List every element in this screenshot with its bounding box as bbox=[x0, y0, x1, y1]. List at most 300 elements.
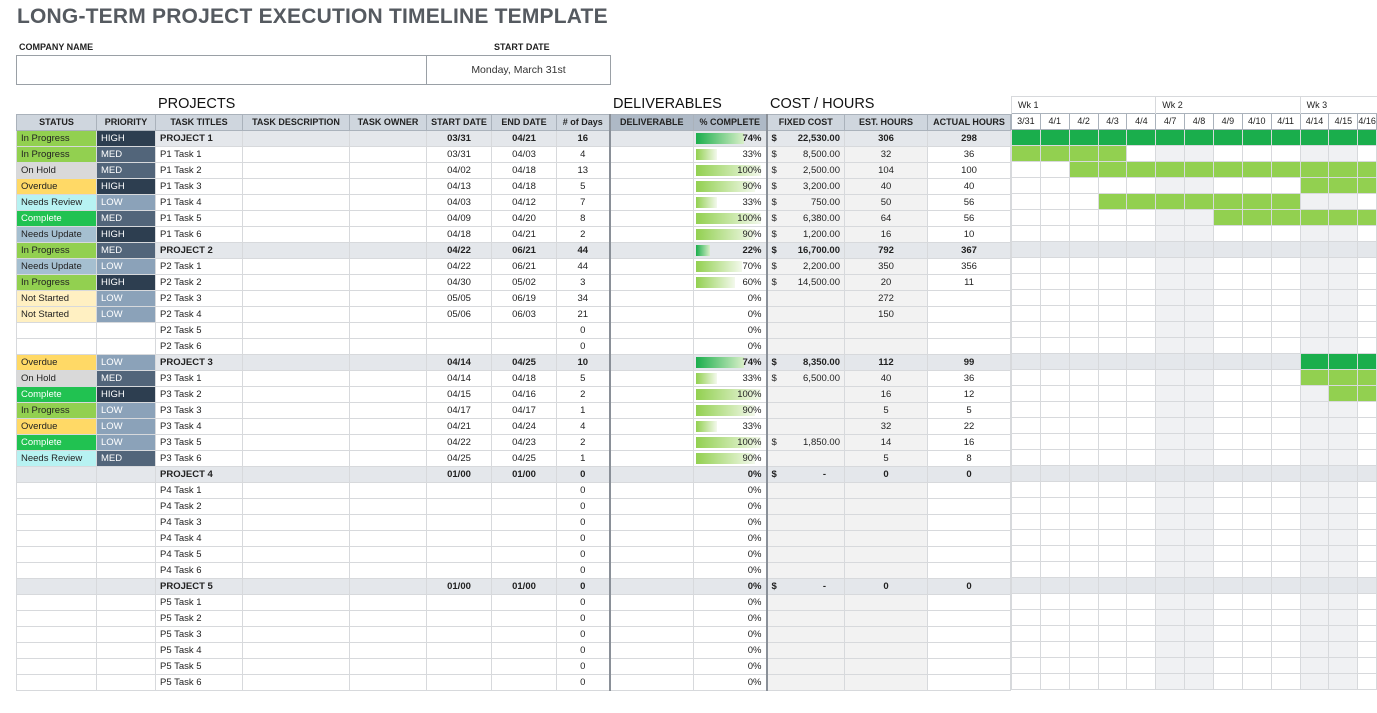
pct-complete-cell[interactable] bbox=[694, 323, 767, 339]
est-hours-cell[interactable]: 16 bbox=[845, 227, 928, 243]
pct-complete-cell[interactable] bbox=[694, 243, 767, 259]
fixed-cost-cell[interactable] bbox=[767, 611, 845, 627]
status-cell[interactable] bbox=[17, 643, 97, 659]
deliverable-cell[interactable] bbox=[610, 515, 694, 531]
est-hours-cell[interactable]: 112 bbox=[845, 355, 928, 371]
fixed-cost-cell[interactable] bbox=[767, 227, 845, 243]
est-hours-cell[interactable]: 14 bbox=[845, 435, 928, 451]
pct-complete-cell[interactable] bbox=[694, 195, 767, 211]
pct-complete-cell[interactable] bbox=[694, 291, 767, 307]
end-date-cell[interactable]: 01/00 bbox=[492, 579, 557, 595]
start-date-cell[interactable] bbox=[427, 323, 492, 339]
est-hours-cell[interactable] bbox=[845, 531, 928, 547]
task-owner-cell[interactable] bbox=[350, 531, 427, 547]
start-date-cell[interactable] bbox=[427, 339, 492, 355]
fixed-cost-cell[interactable] bbox=[767, 659, 845, 675]
task-title-cell[interactable]: P5 Task 4 bbox=[156, 643, 243, 659]
est-hours-cell[interactable] bbox=[845, 499, 928, 515]
est-hours-cell[interactable] bbox=[845, 627, 928, 643]
est-hours-cell[interactable] bbox=[845, 563, 928, 579]
start-date-cell[interactable] bbox=[427, 531, 492, 547]
status-cell[interactable] bbox=[17, 339, 97, 355]
deliverable-cell[interactable] bbox=[610, 499, 694, 515]
status-cell[interactable] bbox=[17, 659, 97, 675]
task-description-cell[interactable] bbox=[243, 643, 350, 659]
deliverable-cell[interactable] bbox=[610, 531, 694, 547]
est-hours-cell[interactable]: 0 bbox=[845, 467, 928, 483]
deliverable-cell[interactable] bbox=[610, 371, 694, 387]
fixed-cost-cell[interactable] bbox=[767, 563, 845, 579]
task-owner-cell[interactable] bbox=[350, 355, 427, 371]
priority-cell[interactable]: MED bbox=[97, 147, 156, 163]
end-date-cell[interactable]: 04/18 bbox=[492, 163, 557, 179]
actual-hours-cell[interactable] bbox=[928, 563, 1011, 579]
deliverable-header[interactable]: DELIVERABLE bbox=[610, 115, 694, 131]
priority-cell[interactable] bbox=[97, 483, 156, 499]
start-date-cell[interactable] bbox=[427, 483, 492, 499]
status-cell[interactable] bbox=[17, 467, 97, 483]
actual-hours-cell[interactable]: 298 bbox=[928, 131, 1011, 147]
fixed-cost-cell[interactable] bbox=[767, 675, 845, 691]
priority-cell[interactable] bbox=[97, 547, 156, 563]
end-date-cell[interactable]: 04/16 bbox=[492, 387, 557, 403]
task-title-cell[interactable]: P3 Task 6 bbox=[156, 451, 243, 467]
start-date-cell[interactable] bbox=[427, 659, 492, 675]
end-date-cell[interactable] bbox=[492, 323, 557, 339]
task-title-cell[interactable]: P1 Task 5 bbox=[156, 211, 243, 227]
deliverable-cell[interactable] bbox=[610, 227, 694, 243]
pct-complete-cell[interactable] bbox=[694, 547, 767, 563]
fixed-cost-cell[interactable] bbox=[767, 435, 845, 451]
task-title-cell[interactable]: P2 Task 3 bbox=[156, 291, 243, 307]
fixed-cost-cell[interactable] bbox=[767, 307, 845, 323]
start-date-cell[interactable]: 04/25 bbox=[427, 451, 492, 467]
task-title-cell[interactable]: P4 Task 5 bbox=[156, 547, 243, 563]
priority-cell[interactable] bbox=[97, 643, 156, 659]
deliverable-cell[interactable] bbox=[610, 483, 694, 499]
deliverable-cell[interactable] bbox=[610, 643, 694, 659]
end-date-cell[interactable]: 06/21 bbox=[492, 243, 557, 259]
est-hours-cell[interactable] bbox=[845, 659, 928, 675]
status-cell[interactable]: Overdue bbox=[17, 355, 97, 371]
pct-complete-cell[interactable] bbox=[694, 147, 767, 163]
priority-cell[interactable]: LOW bbox=[97, 419, 156, 435]
task-description-cell[interactable] bbox=[243, 563, 350, 579]
task-title-cell[interactable]: P2 Task 2 bbox=[156, 275, 243, 291]
priority-cell[interactable]: LOW bbox=[97, 355, 156, 371]
actual-hours-cell[interactable]: 0 bbox=[928, 579, 1011, 595]
deliverable-cell[interactable] bbox=[610, 259, 694, 275]
priority-cell[interactable] bbox=[97, 563, 156, 579]
fixed-cost-cell[interactable] bbox=[767, 275, 845, 291]
end-date-cell[interactable]: 06/03 bbox=[492, 307, 557, 323]
priority-cell[interactable]: MED bbox=[97, 211, 156, 227]
end-date-cell[interactable]: 06/19 bbox=[492, 291, 557, 307]
actual-hours-cell[interactable] bbox=[928, 675, 1011, 691]
actual-hours-cell[interactable] bbox=[928, 307, 1011, 323]
task-description-cell[interactable] bbox=[243, 467, 350, 483]
task-description-cell[interactable] bbox=[243, 275, 350, 291]
deliverable-cell[interactable] bbox=[610, 403, 694, 419]
actual-hours-cell[interactable]: 12 bbox=[928, 387, 1011, 403]
fixed-cost-cell[interactable] bbox=[767, 371, 845, 387]
priority-cell[interactable] bbox=[97, 499, 156, 515]
task-owner-cell[interactable] bbox=[350, 227, 427, 243]
pct-complete-cell[interactable] bbox=[694, 275, 767, 291]
end-date-cell[interactable]: 04/17 bbox=[492, 403, 557, 419]
end-date-cell[interactable] bbox=[492, 627, 557, 643]
actual-hours-cell[interactable]: 10 bbox=[928, 227, 1011, 243]
pct-complete-cell[interactable] bbox=[694, 659, 767, 675]
pct-complete-cell[interactable] bbox=[694, 579, 767, 595]
status-cell[interactable] bbox=[17, 627, 97, 643]
end-date-cell[interactable]: 04/03 bbox=[492, 147, 557, 163]
actual-hours-cell[interactable] bbox=[928, 339, 1011, 355]
est-hours-cell[interactable]: 5 bbox=[845, 403, 928, 419]
fixed-cost-cell[interactable] bbox=[767, 515, 845, 531]
actual-hours-cell[interactable]: 0 bbox=[928, 467, 1011, 483]
status-cell[interactable] bbox=[17, 323, 97, 339]
pct-complete-cell[interactable] bbox=[694, 675, 767, 691]
actual-hours-cell[interactable] bbox=[928, 643, 1011, 659]
task-owner-cell[interactable] bbox=[350, 259, 427, 275]
deliverable-cell[interactable] bbox=[610, 419, 694, 435]
est-hours-cell[interactable] bbox=[845, 515, 928, 531]
actual-hours-cell[interactable]: 5 bbox=[928, 403, 1011, 419]
status-cell[interactable]: Needs Update bbox=[17, 259, 97, 275]
deliverable-cell[interactable] bbox=[610, 435, 694, 451]
fixed-cost-cell[interactable] bbox=[767, 499, 845, 515]
actual-hours-cell[interactable] bbox=[928, 547, 1011, 563]
est-hours-cell[interactable]: 350 bbox=[845, 259, 928, 275]
task-description-cell[interactable] bbox=[243, 483, 350, 499]
task-title-cell[interactable]: P4 Task 1 bbox=[156, 483, 243, 499]
fixed-cost-cell[interactable] bbox=[767, 387, 845, 403]
task-description-cell[interactable] bbox=[243, 515, 350, 531]
task-description-cell[interactable] bbox=[243, 451, 350, 467]
task-title-cell[interactable]: PROJECT 2 bbox=[156, 243, 243, 259]
start-date-cell[interactable]: 03/31 bbox=[427, 147, 492, 163]
status-cell[interactable]: On Hold bbox=[17, 163, 97, 179]
status-cell[interactable] bbox=[17, 579, 97, 595]
priority-cell[interactable] bbox=[97, 339, 156, 355]
start-date-cell[interactable] bbox=[427, 499, 492, 515]
status-cell[interactable] bbox=[17, 499, 97, 515]
fixed-cost-cell[interactable] bbox=[767, 323, 845, 339]
status-cell[interactable] bbox=[17, 563, 97, 579]
fixed-cost-header[interactable]: FIXED COST bbox=[767, 115, 845, 131]
est-hours-cell[interactable]: 104 bbox=[845, 163, 928, 179]
start-date-cell[interactable]: 04/15 bbox=[427, 387, 492, 403]
task-owner-cell[interactable] bbox=[350, 211, 427, 227]
status-cell[interactable]: Complete bbox=[17, 211, 97, 227]
task-title-cell[interactable]: P2 Task 1 bbox=[156, 259, 243, 275]
task-description-cell[interactable] bbox=[243, 227, 350, 243]
est-hours-cell[interactable]: 272 bbox=[845, 291, 928, 307]
task-title-cell[interactable]: P5 Task 1 bbox=[156, 595, 243, 611]
status-cell[interactable] bbox=[17, 547, 97, 563]
priority-cell[interactable]: MED bbox=[97, 243, 156, 259]
deliverable-cell[interactable] bbox=[610, 387, 694, 403]
start-date-cell[interactable] bbox=[427, 563, 492, 579]
priority-cell[interactable]: MED bbox=[97, 371, 156, 387]
deliverable-cell[interactable] bbox=[610, 339, 694, 355]
actual-hours-cell[interactable] bbox=[928, 531, 1011, 547]
start-date-cell[interactable]: 04/09 bbox=[427, 211, 492, 227]
task-title-cell[interactable]: P2 Task 6 bbox=[156, 339, 243, 355]
deliverable-cell[interactable] bbox=[610, 307, 694, 323]
task-owner-cell[interactable] bbox=[350, 643, 427, 659]
task-description-cell[interactable] bbox=[243, 387, 350, 403]
start-date-cell[interactable]: 01/00 bbox=[427, 579, 492, 595]
start-date-cell[interactable]: 04/14 bbox=[427, 371, 492, 387]
pct-complete-cell[interactable] bbox=[694, 563, 767, 579]
end-date-cell[interactable]: 01/00 bbox=[492, 467, 557, 483]
actual-hours-cell[interactable]: 36 bbox=[928, 147, 1011, 163]
fixed-cost-cell[interactable] bbox=[767, 483, 845, 499]
priority-cell[interactable]: HIGH bbox=[97, 275, 156, 291]
start-date-cell[interactable]: 04/03 bbox=[427, 195, 492, 211]
pct-complete-cell[interactable] bbox=[694, 371, 767, 387]
start-date-cell[interactable]: 03/31 bbox=[427, 131, 492, 147]
task-owner-cell[interactable] bbox=[350, 467, 427, 483]
end-date-cell[interactable] bbox=[492, 563, 557, 579]
start-date-cell[interactable]: 05/06 bbox=[427, 307, 492, 323]
task-description-cell[interactable] bbox=[243, 323, 350, 339]
task-owner-cell[interactable] bbox=[350, 307, 427, 323]
pct-complete-cell[interactable] bbox=[694, 259, 767, 275]
task-description-cell[interactable] bbox=[243, 531, 350, 547]
status-cell[interactable]: Needs Review bbox=[17, 451, 97, 467]
end-date-cell[interactable] bbox=[492, 675, 557, 691]
task-title-cell[interactable]: P3 Task 2 bbox=[156, 387, 243, 403]
priority-cell[interactable]: MED bbox=[97, 451, 156, 467]
fixed-cost-cell[interactable] bbox=[767, 291, 845, 307]
status-cell[interactable]: On Hold bbox=[17, 371, 97, 387]
task-title-cell[interactable]: P5 Task 2 bbox=[156, 611, 243, 627]
task-description-cell[interactable] bbox=[243, 259, 350, 275]
start-date-cell[interactable]: 04/22 bbox=[427, 259, 492, 275]
actual-hours-cell[interactable] bbox=[928, 323, 1011, 339]
start-date-cell[interactable]: 04/22 bbox=[427, 243, 492, 259]
task-owner-cell[interactable] bbox=[350, 371, 427, 387]
est-hours-cell[interactable] bbox=[845, 547, 928, 563]
task-title-cell[interactable]: P2 Task 5 bbox=[156, 323, 243, 339]
task-description-cell[interactable] bbox=[243, 339, 350, 355]
task-owner-cell[interactable] bbox=[350, 435, 427, 451]
start-date-cell[interactable] bbox=[427, 547, 492, 563]
end-date-cell[interactable]: 04/24 bbox=[492, 419, 557, 435]
fixed-cost-cell[interactable] bbox=[767, 451, 845, 467]
end-date-cell[interactable]: 04/18 bbox=[492, 371, 557, 387]
priority-cell[interactable] bbox=[97, 579, 156, 595]
priority-cell[interactable] bbox=[97, 467, 156, 483]
pct-complete-cell[interactable] bbox=[694, 419, 767, 435]
task-description-cell[interactable] bbox=[243, 131, 350, 147]
task-title-cell[interactable]: P4 Task 3 bbox=[156, 515, 243, 531]
actual-hours-cell[interactable]: 56 bbox=[928, 211, 1011, 227]
deliverable-cell[interactable] bbox=[610, 179, 694, 195]
priority-cell[interactable] bbox=[97, 627, 156, 643]
task-description-cell[interactable] bbox=[243, 659, 350, 675]
status-cell[interactable] bbox=[17, 595, 97, 611]
fixed-cost-cell[interactable] bbox=[767, 211, 845, 227]
status-cell[interactable]: Complete bbox=[17, 387, 97, 403]
task-description-cell[interactable] bbox=[243, 579, 350, 595]
fixed-cost-cell[interactable] bbox=[767, 467, 845, 483]
fixed-cost-cell[interactable] bbox=[767, 531, 845, 547]
priority-cell[interactable]: LOW bbox=[97, 259, 156, 275]
task-owner-cell[interactable] bbox=[350, 387, 427, 403]
fixed-cost-cell[interactable] bbox=[767, 131, 845, 147]
priority-cell[interactable]: MED bbox=[97, 163, 156, 179]
days-header[interactable]: # of Days bbox=[557, 115, 610, 131]
start-date-cell[interactable] bbox=[427, 643, 492, 659]
end-date-cell[interactable]: 04/20 bbox=[492, 211, 557, 227]
pct-complete-cell[interactable] bbox=[694, 515, 767, 531]
priority-cell[interactable] bbox=[97, 675, 156, 691]
task-owner-cell[interactable] bbox=[350, 483, 427, 499]
pct-complete-cell[interactable] bbox=[694, 131, 767, 147]
pct-complete-cell[interactable] bbox=[694, 643, 767, 659]
task-description-cell[interactable] bbox=[243, 403, 350, 419]
deliverable-cell[interactable] bbox=[610, 275, 694, 291]
fixed-cost-cell[interactable] bbox=[767, 627, 845, 643]
status-cell[interactable]: In Progress bbox=[17, 131, 97, 147]
end-date-cell[interactable]: 04/21 bbox=[492, 227, 557, 243]
est-hours-cell[interactable]: 0 bbox=[845, 579, 928, 595]
task-owner-cell[interactable] bbox=[350, 515, 427, 531]
status-header[interactable]: STATUS bbox=[17, 115, 97, 131]
start-date-cell[interactable] bbox=[427, 627, 492, 643]
task-title-cell[interactable]: P5 Task 5 bbox=[156, 659, 243, 675]
task-owner-cell[interactable] bbox=[350, 163, 427, 179]
fixed-cost-cell[interactable] bbox=[767, 339, 845, 355]
task-title-cell[interactable]: P1 Task 2 bbox=[156, 163, 243, 179]
task-title-cell[interactable]: P3 Task 5 bbox=[156, 435, 243, 451]
task-owner-header[interactable]: TASK OWNER bbox=[350, 115, 427, 131]
priority-cell[interactable]: LOW bbox=[97, 403, 156, 419]
priority-cell[interactable]: HIGH bbox=[97, 131, 156, 147]
task-description-cell[interactable] bbox=[243, 355, 350, 371]
status-cell[interactable]: Needs Update bbox=[17, 227, 97, 243]
fixed-cost-cell[interactable] bbox=[767, 419, 845, 435]
task-owner-cell[interactable] bbox=[350, 451, 427, 467]
task-title-cell[interactable]: P4 Task 4 bbox=[156, 531, 243, 547]
pct-complete-cell[interactable] bbox=[694, 403, 767, 419]
fixed-cost-cell[interactable] bbox=[767, 243, 845, 259]
task-owner-cell[interactable] bbox=[350, 147, 427, 163]
task-owner-cell[interactable] bbox=[350, 579, 427, 595]
fixed-cost-cell[interactable] bbox=[767, 147, 845, 163]
end-date-header[interactable]: END DATE bbox=[492, 115, 557, 131]
task-owner-cell[interactable] bbox=[350, 675, 427, 691]
actual-hours-cell[interactable] bbox=[928, 627, 1011, 643]
est-hours-cell[interactable]: 32 bbox=[845, 147, 928, 163]
actual-hours-cell[interactable]: 100 bbox=[928, 163, 1011, 179]
deliverable-cell[interactable] bbox=[610, 563, 694, 579]
actual-hours-cell[interactable]: 8 bbox=[928, 451, 1011, 467]
fixed-cost-cell[interactable] bbox=[767, 163, 845, 179]
est-hours-cell[interactable]: 16 bbox=[845, 387, 928, 403]
task-description-cell[interactable] bbox=[243, 627, 350, 643]
task-title-cell[interactable]: P1 Task 3 bbox=[156, 179, 243, 195]
end-date-cell[interactable] bbox=[492, 483, 557, 499]
status-cell[interactable]: In Progress bbox=[17, 147, 97, 163]
fixed-cost-cell[interactable] bbox=[767, 259, 845, 275]
deliverable-cell[interactable] bbox=[610, 547, 694, 563]
est-hours-cell[interactable] bbox=[845, 483, 928, 499]
task-title-cell[interactable]: P1 Task 1 bbox=[156, 147, 243, 163]
actual-hours-cell[interactable]: 356 bbox=[928, 259, 1011, 275]
pct-complete-cell[interactable] bbox=[694, 611, 767, 627]
start-date-field[interactable]: Monday, March 31st bbox=[426, 55, 611, 85]
task-description-cell[interactable] bbox=[243, 147, 350, 163]
est-hours-cell[interactable]: 150 bbox=[845, 307, 928, 323]
pct-complete-cell[interactable] bbox=[694, 211, 767, 227]
task-owner-cell[interactable] bbox=[350, 547, 427, 563]
task-description-cell[interactable] bbox=[243, 419, 350, 435]
est-hours-cell[interactable] bbox=[845, 675, 928, 691]
end-date-cell[interactable]: 05/02 bbox=[492, 275, 557, 291]
status-cell[interactable] bbox=[17, 675, 97, 691]
est-hours-cell[interactable]: 50 bbox=[845, 195, 928, 211]
deliverable-cell[interactable] bbox=[610, 243, 694, 259]
task-title-cell[interactable]: P2 Task 4 bbox=[156, 307, 243, 323]
task-description-cell[interactable] bbox=[243, 291, 350, 307]
status-cell[interactable]: In Progress bbox=[17, 403, 97, 419]
status-cell[interactable]: Not Started bbox=[17, 291, 97, 307]
task-owner-cell[interactable] bbox=[350, 627, 427, 643]
status-cell[interactable]: In Progress bbox=[17, 275, 97, 291]
start-date-cell[interactable]: 04/18 bbox=[427, 227, 492, 243]
pct-complete-cell[interactable] bbox=[694, 467, 767, 483]
status-cell[interactable] bbox=[17, 531, 97, 547]
actual-hours-cell[interactable] bbox=[928, 611, 1011, 627]
task-title-cell[interactable]: P1 Task 6 bbox=[156, 227, 243, 243]
end-date-cell[interactable] bbox=[492, 499, 557, 515]
task-owner-cell[interactable] bbox=[350, 595, 427, 611]
task-owner-cell[interactable] bbox=[350, 243, 427, 259]
start-date-cell[interactable]: 04/17 bbox=[427, 403, 492, 419]
task-description-cell[interactable] bbox=[243, 211, 350, 227]
start-date-cell[interactable]: 04/02 bbox=[427, 163, 492, 179]
end-date-cell[interactable]: 04/21 bbox=[492, 131, 557, 147]
start-date-cell[interactable]: 04/13 bbox=[427, 179, 492, 195]
end-date-cell[interactable] bbox=[492, 531, 557, 547]
deliverable-cell[interactable] bbox=[610, 323, 694, 339]
task-owner-cell[interactable] bbox=[350, 659, 427, 675]
actual-hours-header[interactable]: ACTUAL HOURS bbox=[928, 115, 1011, 131]
task-title-cell[interactable]: PROJECT 5 bbox=[156, 579, 243, 595]
start-date-cell[interactable]: 05/05 bbox=[427, 291, 492, 307]
end-date-cell[interactable] bbox=[492, 595, 557, 611]
fixed-cost-cell[interactable] bbox=[767, 595, 845, 611]
status-cell[interactable]: Complete bbox=[17, 435, 97, 451]
priority-cell[interactable]: HIGH bbox=[97, 179, 156, 195]
actual-hours-cell[interactable]: 16 bbox=[928, 435, 1011, 451]
pct-complete-cell[interactable] bbox=[694, 227, 767, 243]
deliverable-cell[interactable] bbox=[610, 195, 694, 211]
est-hours-cell[interactable]: 5 bbox=[845, 451, 928, 467]
task-description-cell[interactable] bbox=[243, 595, 350, 611]
task-title-cell[interactable]: P4 Task 6 bbox=[156, 563, 243, 579]
end-date-cell[interactable] bbox=[492, 659, 557, 675]
fixed-cost-cell[interactable] bbox=[767, 195, 845, 211]
task-title-cell[interactable]: P5 Task 6 bbox=[156, 675, 243, 691]
status-cell[interactable] bbox=[17, 611, 97, 627]
status-cell[interactable]: In Progress bbox=[17, 243, 97, 259]
